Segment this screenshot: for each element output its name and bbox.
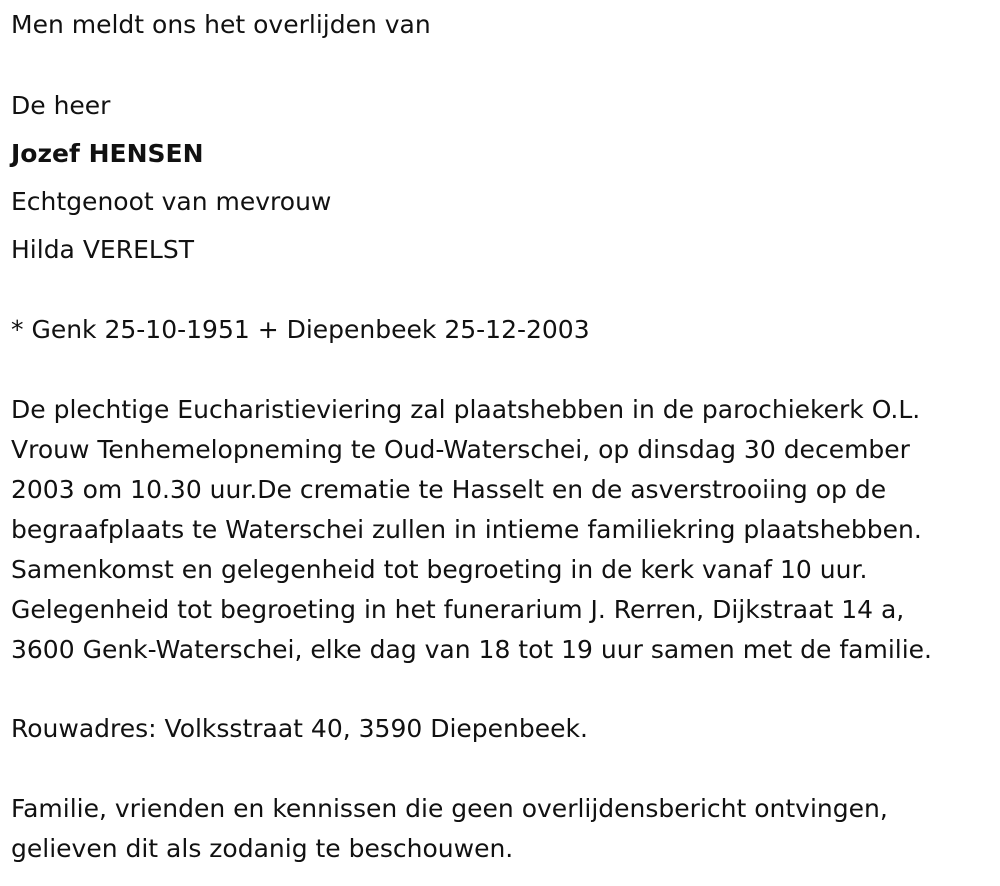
spouse-name: Hilda VERELST <box>11 235 194 264</box>
closing-line: gelieven dit als zodanig te beschouwen. <box>11 834 514 863</box>
intro-text: Men meldt ons het overlijden van <box>11 10 431 39</box>
spouse-label: Echtgenoot van mevrouw <box>11 187 332 216</box>
ceremony-line: 2003 om 10.30 uur.De crematie te Hasselt en de asverstrooiing op de <box>11 475 887 504</box>
ceremony-line: Vrouw Tenhemelopneming te Oud-Waterschei, op dinsdag 30 december <box>11 435 910 464</box>
birth-death-dates: * Genk 25-10-1951 + Diepenbeek 25-12-2003 <box>11 315 590 344</box>
mourning-address: Rouwadres: Volksstraat 40, 3590 Diepenbeek. <box>11 714 588 743</box>
ceremony-paragraph <box>11 390 986 670</box>
ceremony-line: Samenkomst en gelegenheid tot begroeting in de kerk vanaf 10 uur. <box>11 555 868 584</box>
closing-paragraph <box>11 789 986 869</box>
title-prefix: De heer <box>11 91 111 120</box>
ceremony-line: De plechtige Eucharistieviering zal plaatshebben in de parochiekerk O.L. <box>11 395 921 424</box>
ceremony-line: begraafplaats te Waterschei zullen in intieme familiekring plaatshebben. <box>11 515 922 544</box>
ceremony-line: 3600 Genk-Waterschei, elke dag van 18 tot 19 uur samen met de familie. <box>11 635 933 664</box>
deceased-name: Jozef HENSEN <box>11 139 204 168</box>
ceremony-line: Gelegenheid tot begroeting in het funerarium J. Rerren, Dijkstraat 14 a, <box>11 595 905 624</box>
closing-line: Familie, vrienden en kennissen die geen overlijdensbericht ontvingen, <box>11 794 888 823</box>
